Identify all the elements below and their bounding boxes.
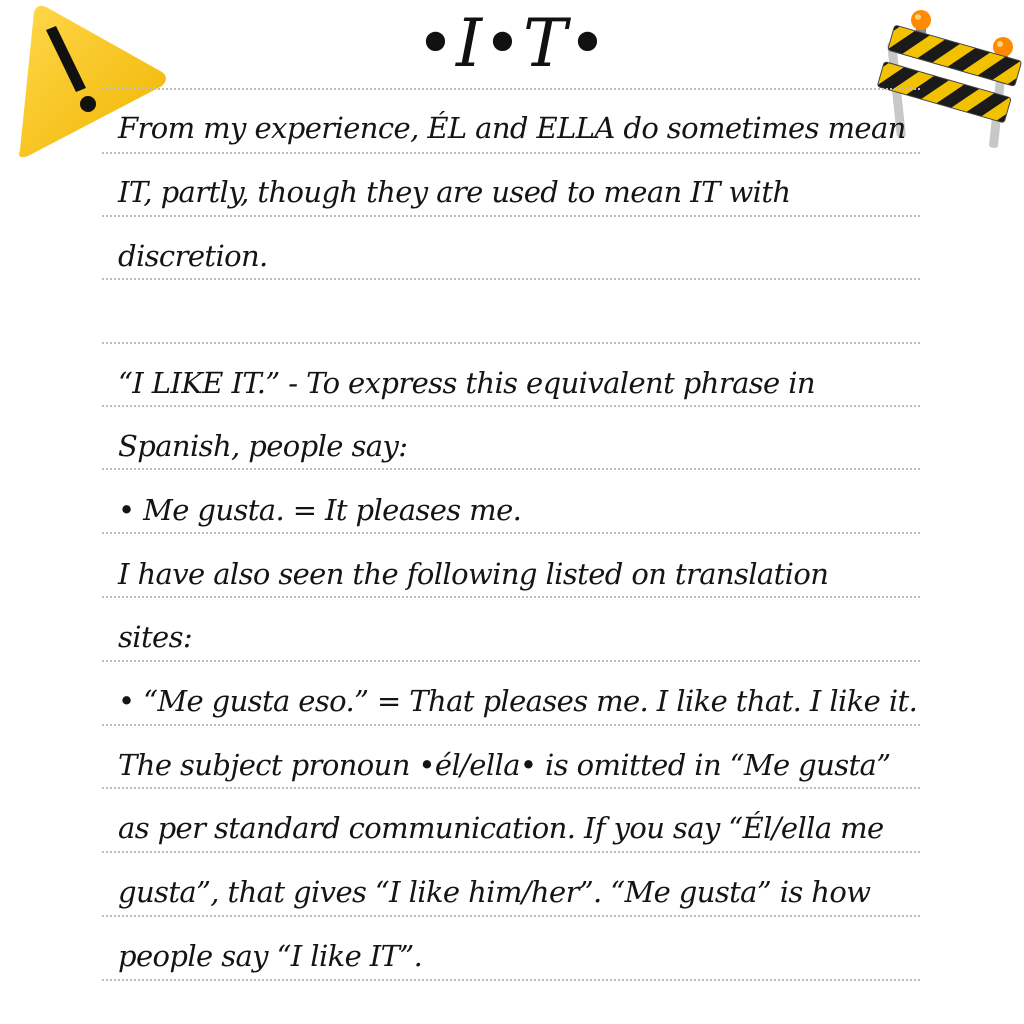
page-title: •I•T• [416,5,608,82]
list-item: • Me gusta. = It pleases me. [118,493,522,527]
text-line: gusta”, that gives “I like him/her”. “Me gusta” is how [118,875,871,909]
list-item: • “Me gusta eso.” = That pleases me. I like that. I like it. [118,684,918,718]
text-line: IT, partly, though they are used to mean IT with [118,175,791,209]
line-rule [102,152,920,154]
line-rule [102,88,920,90]
text-line: as per standard communication. If you say “Él/ella me [118,811,884,845]
text-line: discretion. [118,239,268,273]
text-line: From my experience, ÉL and ELLA do sometimes mean [118,111,906,145]
text-line: The subject pronoun •él/ella• is omitted in “Me gusta” [118,748,891,782]
text-line: “I LIKE IT.” - To express this equivalent phrase in [118,366,815,400]
text-line: people say “I like IT”. [118,939,423,973]
text-line: Spanish, people say: [118,429,408,463]
text-line [118,296,918,344]
text-line: sites: [118,620,193,654]
text-line: I have also seen the following listed on translation [118,557,829,591]
